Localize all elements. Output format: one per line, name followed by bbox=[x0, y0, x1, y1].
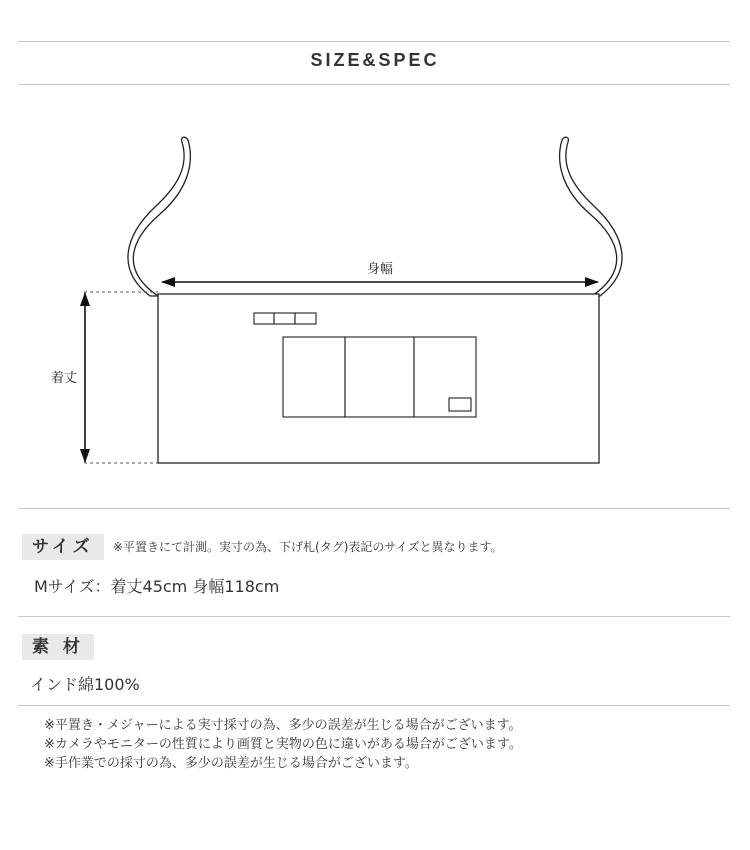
size-value: Mサイズ：着丈45cm 身幅118cm bbox=[34, 577, 280, 596]
left-strap bbox=[128, 137, 190, 296]
size-label: サイズ bbox=[22, 534, 104, 560]
note-line: ※平置き・メジャーによる実寸採寸の為、多少の誤差が生じる場合がございます。 bbox=[44, 718, 522, 733]
top-rule bbox=[18, 41, 730, 42]
width-label: 身幅 bbox=[366, 262, 394, 277]
apron-diagram bbox=[0, 120, 750, 480]
length-label: 着丈 bbox=[50, 371, 78, 386]
page-title: SIZE&SPEC bbox=[310, 50, 440, 70]
section-rule bbox=[18, 705, 730, 706]
section-rule bbox=[18, 508, 730, 509]
note-line: ※カメラやモニターの性質により画質と実物の色に違いがある場合がございます。 bbox=[44, 737, 522, 752]
material-label: 素 材 bbox=[22, 634, 94, 660]
size-note: ※平置きにて計測。実寸の為、下げ札(タグ)表記のサイズと異なります。 bbox=[113, 540, 503, 554]
section-rule bbox=[18, 616, 730, 617]
title-rule bbox=[18, 84, 730, 85]
material-value: インド綿100% bbox=[30, 675, 140, 694]
apron-body bbox=[158, 294, 599, 463]
right-strap bbox=[560, 137, 622, 296]
notes-list bbox=[44, 716, 522, 773]
note-line: ※手作業での採寸の為、多少の誤差が生じる場合がございます。 bbox=[44, 756, 418, 771]
